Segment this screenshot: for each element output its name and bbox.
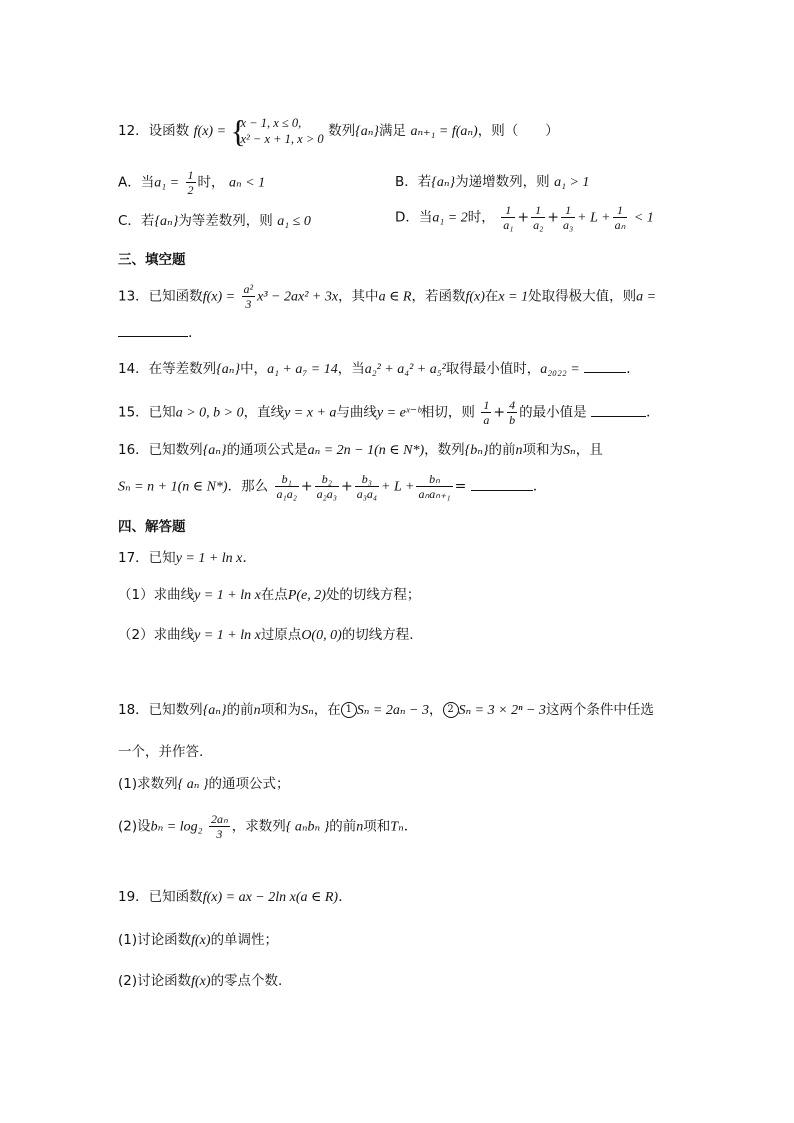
q12-option-c: C．若{aₙ}为等差数列，则 a₁ ≤ 0	[118, 213, 311, 229]
circled-number-icon: 2	[443, 702, 459, 718]
q16-answer-blank[interactable]	[471, 476, 533, 491]
q19-part1: (1)讨论函数f(x)的单调性；	[118, 932, 279, 948]
circled-number-icon: 1	[341, 702, 357, 718]
q18-part2: (2)设bₙ = log₂ $\frac{\text{2aₙ}}{3}$ ，求数列{ aₙbₙ }的前n项和Tₙ.	[118, 812, 409, 841]
q16-stem: 16．已知数列{aₙ}的通项公式是aₙ = 2n − 1(n ∈ N*)，数列{bₙ}的前n项和为Sₙ，且	[118, 442, 603, 458]
q12-option-a: A．当a₁ = $\frac{1}{2}$ 时， aₙ < 1	[118, 168, 266, 197]
q14-answer-blank[interactable]	[584, 358, 626, 373]
q12-stem: 12．设函数 f(x) = { x − 1, x ≤ 0, x² − x + 1, x > 0 数列{aₙ}满足 aₙ₊₁ = f(aₙ)，则（ ）	[118, 113, 559, 149]
q17-part1: （1）求曲线y = 1 + ln x在点P(e, 2)处的切线方程；	[118, 587, 421, 603]
q15-stem: 15．已知a > 0, b > 0，直线y = x + a与曲线y = eˣ⁻ᵇ相切，则 $\frac{1}{a}$ + $\frac{4}{b}$ 的最小值是 .	[118, 398, 651, 427]
q13-stem: 13．已知函数f(x) = $\frac{\text{a²}}{3}$ x³ − 2ax² + 3x，其中a ∈ R，若函数f(x)在x = 1处取得极大值，则a =	[118, 282, 657, 311]
section-heading-fill-in: 三、填空题	[118, 252, 186, 268]
q12-piecewise: { x − 1, x ≤ 0, x² − x + 1, x > 0	[230, 113, 324, 149]
q12-option-d: D．当a₁ = 2时， $\frac{1}{\text{a₁}}$ + $\frac{1}{\text{a₂}}$ + $\frac{1}{\text{a₃}}$ + L + $\frac{1}{\text{aₙ}}$ < 1	[395, 203, 654, 232]
q18-stem: 18．已知数列{aₙ}的前n项和为Sₙ，在 1 Sₙ = 2aₙ − 3， 2 Sₙ = 3 × 2ⁿ − 3这两个条件中任选	[118, 702, 654, 718]
q13-answer-blank[interactable]	[118, 322, 188, 337]
brace-icon: {	[230, 113, 246, 149]
q19-part2: (2)讨论函数f(x)的零点个数.	[118, 973, 283, 989]
q17-stem: 17．已知y = 1 + ln x.	[118, 550, 247, 566]
q14-stem: 14．在等差数列{aₙ}中，a₁ + a₇ = 14，当a₂² + a₄² + a₅²取得最小值时，a₂₀₂₂ = .	[118, 358, 631, 380]
q18-stem-cont: 一个，并作答.	[118, 744, 204, 760]
q18-part1: (1)求数列{ aₙ }的通项公式；	[118, 776, 290, 792]
q16-sum-line: Sₙ = n + 1(n ∈ N*)．那么 $\frac{\text{b₁}}{\text{a₁a₂}}$ + $\frac{\text{b₂}}{\text{a₂a₃}}$ + $\frac{\text{b₃}}{\text{a₃a₄}}$ + L + $\frac{\text{bₙ}}{\text{aₙaₙ₊₁}}$ = .	[118, 472, 538, 501]
q12-option-b: B．若{aₙ}为递增数列，则 a₁ > 1	[395, 174, 590, 190]
section-heading-solutions: 四、解答题	[118, 519, 186, 535]
q13-answer-line: .	[118, 322, 192, 343]
q17-part2: （2）求曲线y = 1 + ln x过原点O(0, 0)的切线方程.	[118, 627, 414, 643]
q15-answer-blank[interactable]	[591, 402, 646, 417]
q19-stem: 19．已知函数f(x) = ax − 2ln x(a ∈ R).	[118, 889, 343, 905]
